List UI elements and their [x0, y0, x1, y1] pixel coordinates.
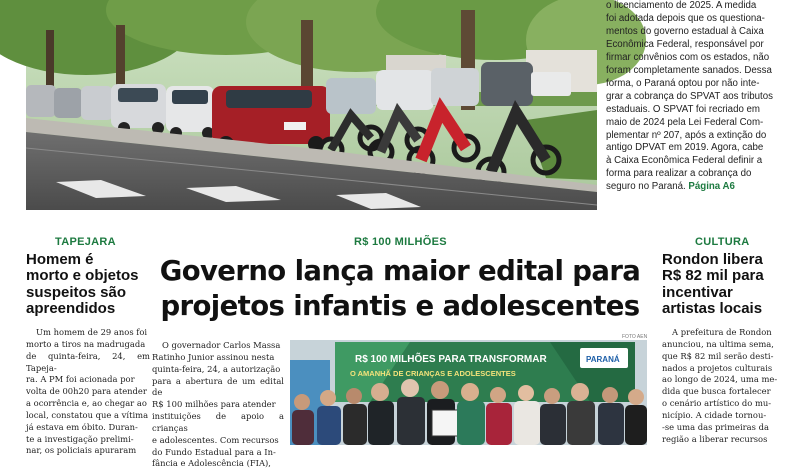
right-story-body [662, 327, 796, 445]
headline-line: apreendidos [26, 300, 116, 318]
headline-line: R$ 82 mil para [662, 267, 764, 285]
banner-line-2: O AMANHÃ DE CRIANÇAS E ADOLESCENTES [350, 369, 516, 378]
text-line: Um homem de 29 anos foi [36, 327, 148, 337]
text-line: que R$ 82 mil serão desti- [662, 350, 774, 361]
page-reference-link[interactable]: Página A6 [688, 181, 735, 193]
text-line: para a abertura de um edital de [152, 375, 284, 398]
text-line: local, constatou que a vítima [26, 409, 149, 420]
event-scene-image [290, 340, 647, 445]
text-line: nicípio. A cidade tornou- [662, 409, 767, 420]
text-line: te a investigação prelimi- [26, 433, 134, 444]
text-line: nados a projetos culturais [662, 362, 773, 373]
banner-line-1: R$ 100 MILHÕES PARA TRANSFORMAR [355, 354, 547, 365]
text-line: antigo DPVAT em 2019. Agora, cabe [606, 142, 764, 154]
text-line: grar a cobrança do SPVAT aos tributos [606, 90, 773, 102]
top-story-text [606, 0, 776, 212]
text-line: Econômica Federal, responsável por [606, 38, 764, 50]
banner-logo: PARANÁ [586, 355, 620, 364]
text-line: dida que busca fortalecer [662, 386, 771, 397]
text-line: a ocorrência e, ao chegar ao [26, 398, 147, 409]
text-line: maio de 2024 pela Lei Federal Com- [606, 116, 764, 128]
headline-line: artistas locais [662, 300, 763, 318]
text-line: A prefeitura de Rondon [672, 327, 772, 337]
kicker-tapejara: TAPEJARA [55, 236, 116, 248]
text-line: o cenário artístico do mu- [662, 398, 772, 409]
text-line: e adolescentes. Com recursos [152, 434, 279, 445]
text-line [606, 181, 776, 194]
headline-line: morto e objetos [26, 267, 139, 285]
right-headline[interactable] [662, 252, 796, 318]
photo-credit: FOTO AEN [622, 334, 648, 340]
left-story-body [26, 327, 150, 456]
text-line: -se uma das primeiras da [662, 421, 769, 432]
left-headline[interactable] [26, 252, 150, 318]
text-line: plementar nº 207, após a extinção do [606, 129, 767, 141]
text-line: forma para realizar a cobrança do [606, 168, 752, 180]
text-line: forma, o Paraná optou por não inte- [606, 77, 760, 89]
main-story-body [152, 340, 284, 469]
text-line: à Caixa Econômica Federal definir a [606, 155, 763, 167]
text-line: mentos do governo estadual à Caixa [606, 25, 764, 37]
text-line: anunciou, na ultima sema, [662, 338, 774, 349]
text-line: instituições de apoio a crianças [152, 411, 284, 433]
text-line: morto a tiros na madrugada [26, 338, 146, 349]
text-line: ao longo de 2024, uma me- [662, 374, 778, 385]
headline-line: Rondon libera [662, 251, 763, 268]
text-line: nar, os policiais apuraram [26, 445, 137, 456]
text-line: Ratinho Junior assinou nesta [152, 351, 275, 362]
street-photo [26, 0, 597, 210]
headline-line: projetos infantis e adolescentes [160, 290, 640, 322]
headline-line: suspeitos são [26, 283, 127, 301]
text-line: foi adotada depois que os questiona- [606, 12, 765, 24]
text-line: quinta-feira, 24, a autorização [152, 363, 281, 374]
text-line: região a liberar recursos [662, 433, 768, 444]
text-line: volta de 00h20 para atender [26, 386, 147, 397]
headline-line: Governo lança maior edital para [159, 255, 641, 287]
text-line: fância e Adolescência (FIA), [152, 458, 271, 469]
text-line: o licenciamento de 2025. A medida [606, 0, 757, 11]
kicker-main: R$ 100 MILHÕES [354, 236, 447, 248]
text-line: foram completamente sanados. Dessa [606, 64, 772, 76]
text-line: firmar convênios com os estados, não [606, 51, 770, 63]
text-line: O governador Carlos Massa [162, 340, 281, 350]
text-line: já estava em óbito. Duran- [26, 421, 138, 432]
headline-line: incentivar [662, 283, 733, 301]
text-line-end: seguro no Paraná. [606, 181, 686, 193]
main-headline[interactable] [150, 254, 650, 324]
event-photo [290, 340, 647, 445]
text-line: ra. A PM foi acionada por [26, 374, 135, 385]
street-scene-image [26, 0, 597, 210]
text-line: do Fundo Estadual para a In- [152, 446, 276, 457]
text-line: estaduais. O SPVAT foi recriado em [606, 103, 760, 115]
text-line: R$ 100 milhões para atender [152, 399, 276, 410]
kicker-cultura: CULTURA [695, 236, 750, 248]
text-line: de quinta-feira, 24, em Tapeja- [26, 350, 150, 373]
headline-line: Homem é [26, 251, 94, 268]
